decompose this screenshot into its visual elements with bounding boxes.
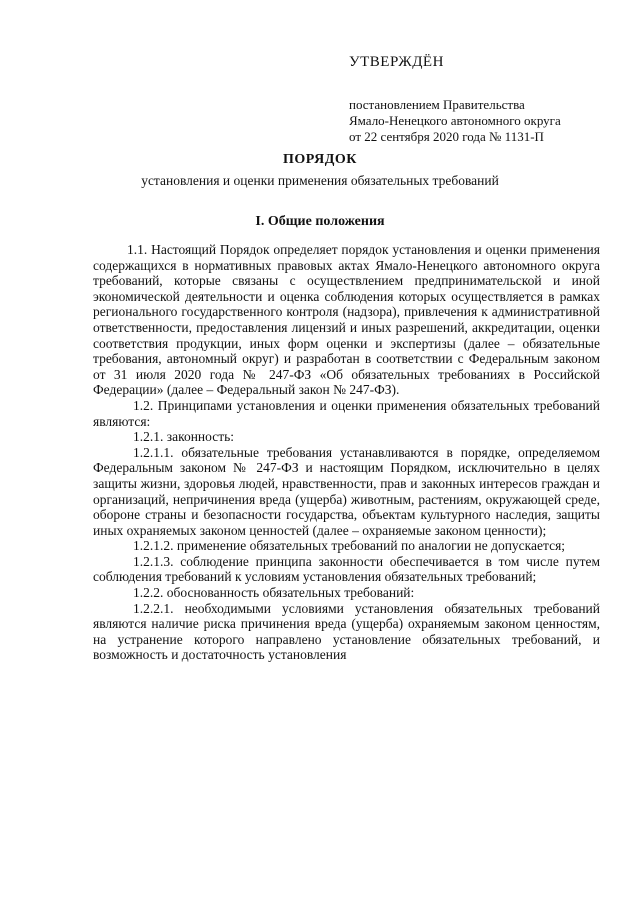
approval-line: от 22 сентября 2020 года № 1131-П	[349, 129, 544, 144]
approval-heading: УТВЕРЖДЁН	[349, 54, 444, 70]
section-heading: I. Общие положения	[255, 214, 385, 229]
paragraph: 1.2.1. законность:	[133, 429, 235, 445]
approval-line: Ямало-Ненецкого автономного округа	[349, 113, 561, 128]
paragraph: 1.2.1.1. обязательные требования устанавливаются в порядке, определяемом Федеральным законом № 247-ФЗ и настоящим Порядком, исключительно в целях защиты жизни, здоровья людей, нравственности, прав и законных интересов граждан и организаций, непричинения вреда (ущерба) животным, растениям, окружающей среде, обороне страны и безопасности государства, объектам культурного наследия, защиты иных охраняемых законом ценностей (далее – охраняемые законом ценности);	[93, 444, 600, 538]
approval-line: постановлением Правительства	[349, 97, 525, 112]
document-title: ПОРЯДОК	[283, 152, 357, 167]
paragraph: 1.1. Настоящий Порядок определяет порядок установления и оценки применения содержащихся в нормативных правовых актах Ямало-Ненецкого автономного округа требований, которые связаны с осуществлением предпринимательской и иной экономической деятельности и оценка соблюдения которых осуществляется в рамках регионального государственного контроля (надзора), привлечения к административной ответственности, предоставления лицензий и иных разрешений, аккредитации, оценки соответствия продукции, иных форм оценки и экспертизы (далее – обязательные требования, автономный округ) и разработан в соответствии с Федеральным законом от 31 июля 2020 года № 247-ФЗ «Об обязательных требованиях в Российской Федерации» (далее – Федеральный закон № 247-ФЗ).	[93, 242, 600, 398]
approval-stamp	[349, 54, 619, 145]
paragraph: 1.2.2.1. необходимыми условиями установления обязательных требований являются наличие риска причинения вреда (ущерба) охраняемым законом ценностям, на устранение которого направлено установление обязательных требований, и возможность и достаточность установления	[93, 600, 600, 663]
paragraph: 1.2.2. обоснованность обязательных требований:	[133, 585, 415, 601]
paragraph: 1.2. Принципами установления и оценки применения обязательных требований являются:	[93, 397, 600, 429]
document-body	[93, 242, 600, 663]
document-subtitle: установления и оценки применения обязательных требований	[141, 173, 499, 188]
paragraph: 1.2.1.3. соблюдение принципа законности обеспечивается в том числе путем соблюдения требований к условиям установления обязательных требований;	[93, 553, 600, 585]
paragraph: 1.2.1.2. применение обязательных требований по аналогии не допускается;	[133, 538, 566, 554]
